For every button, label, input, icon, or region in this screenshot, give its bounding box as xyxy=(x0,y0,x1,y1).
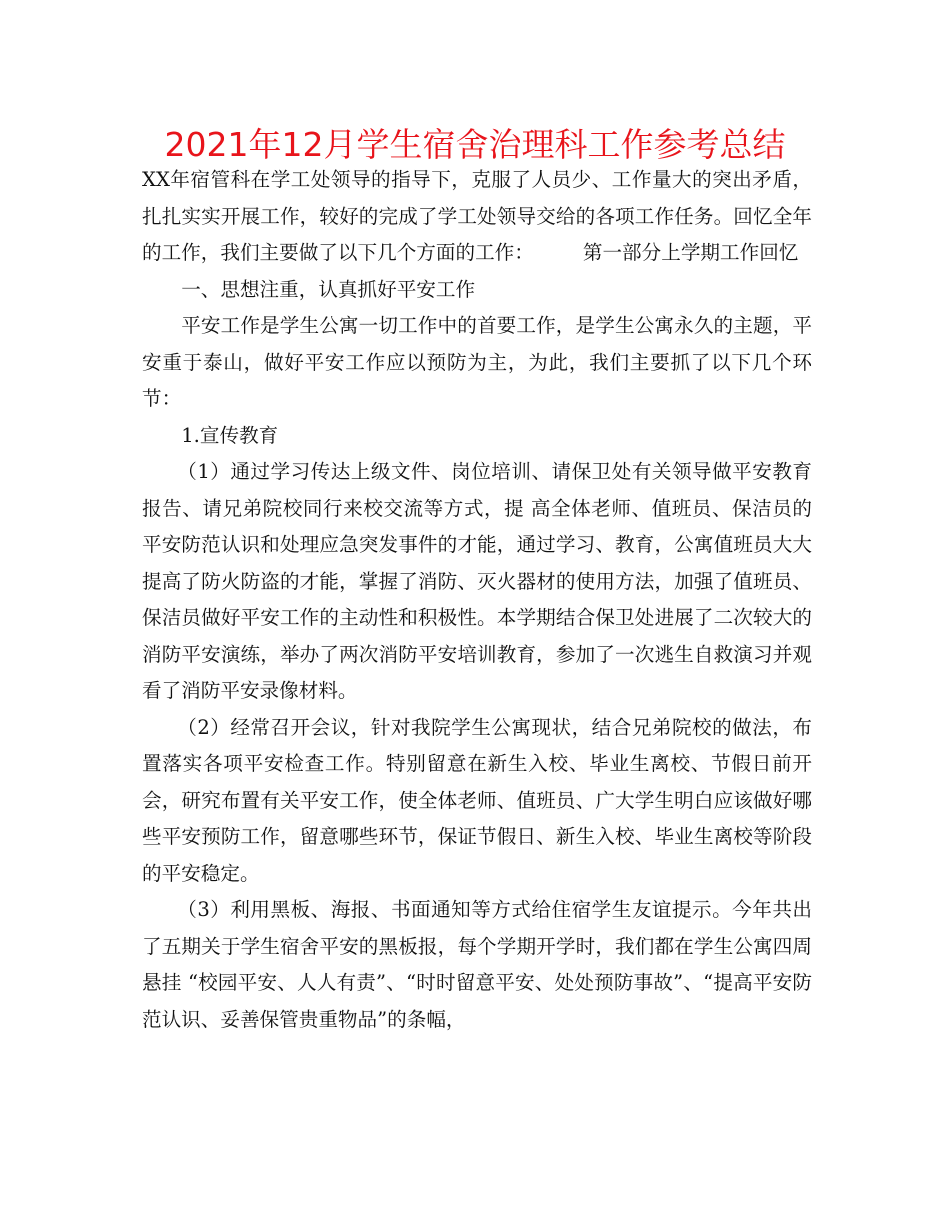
document-title: 2021年12月学生宿舍治理科工作参考总结 xyxy=(164,125,786,164)
document-body xyxy=(142,162,812,1038)
section-heading-safety: 一、思想注重，认真抓好平安工作 xyxy=(181,277,476,301)
paragraph-safety-overview: 平安工作是学生公寓一切工作中的首要工作，是学生公寓永久的主题，平安重于泰山，做好平安工作应以预防为主，为此，我们主要抓了以下几个环节： xyxy=(142,314,812,410)
paragraph-item-1: （1）通过学习传达上级文件、岗位培训、请保卫处有关领导做平安教育报告、请兄弟院校同行来校交流等方式，提 高全体老师、值班员、保洁员的平安防范认识和处理应急突发事件的才能，通过学习、教育，公寓值班员大大提高了防火防盗的才能，掌握了消防、灭火器材的使用方法，加强了值班员、保洁员做好平安工作的主动性和积极性。本学期结合保卫处进展了二次较大的消防平安演练，举办了两次消防平安培训教育，参加了一次逃生自救演习并观看了消防平安录像材料。 xyxy=(142,460,812,702)
paragraph-item-3: （3）利用黑板、海报、书面通知等方式给住宿学生友谊提示。今年共出了五期关于学生宿舍平安的黑板报，每个学期开学时，我们都在学生公寓四周悬挂 “校园平安、人人有责”、“时时留意平安、处处预防事故”、“提高平安防范认识、妥善保管贵重物品”的条幅， xyxy=(142,898,812,1031)
paragraph-item-2: （2）经常召开会议，针对我院学生公寓现状，结合兄弟院校的做法，布置落实各项平安检查工作。特别留意在新生入校、毕业生离校、节假日前开会，研究布置有关平安工作，使全体老师、值班员、广大学生明白应该做好哪些平安预防工作，留意哪些环节，保证节假日、新生入校、毕业生离校等阶段的平安稳定。 xyxy=(142,715,812,885)
subheading-publicity-education: 1.宣传教育 xyxy=(181,423,279,447)
paragraph-intro: XX年宿管科在学工处领导的指导下，克服了人员少、工作量大的突出矛盾，扎扎实实开展工作，较好的完成了学工处领导交给的各项工作任务。回忆全年的工作，我们主要做了以下几个方面的工作： 第一部分上学期工作回忆 xyxy=(142,168,812,264)
